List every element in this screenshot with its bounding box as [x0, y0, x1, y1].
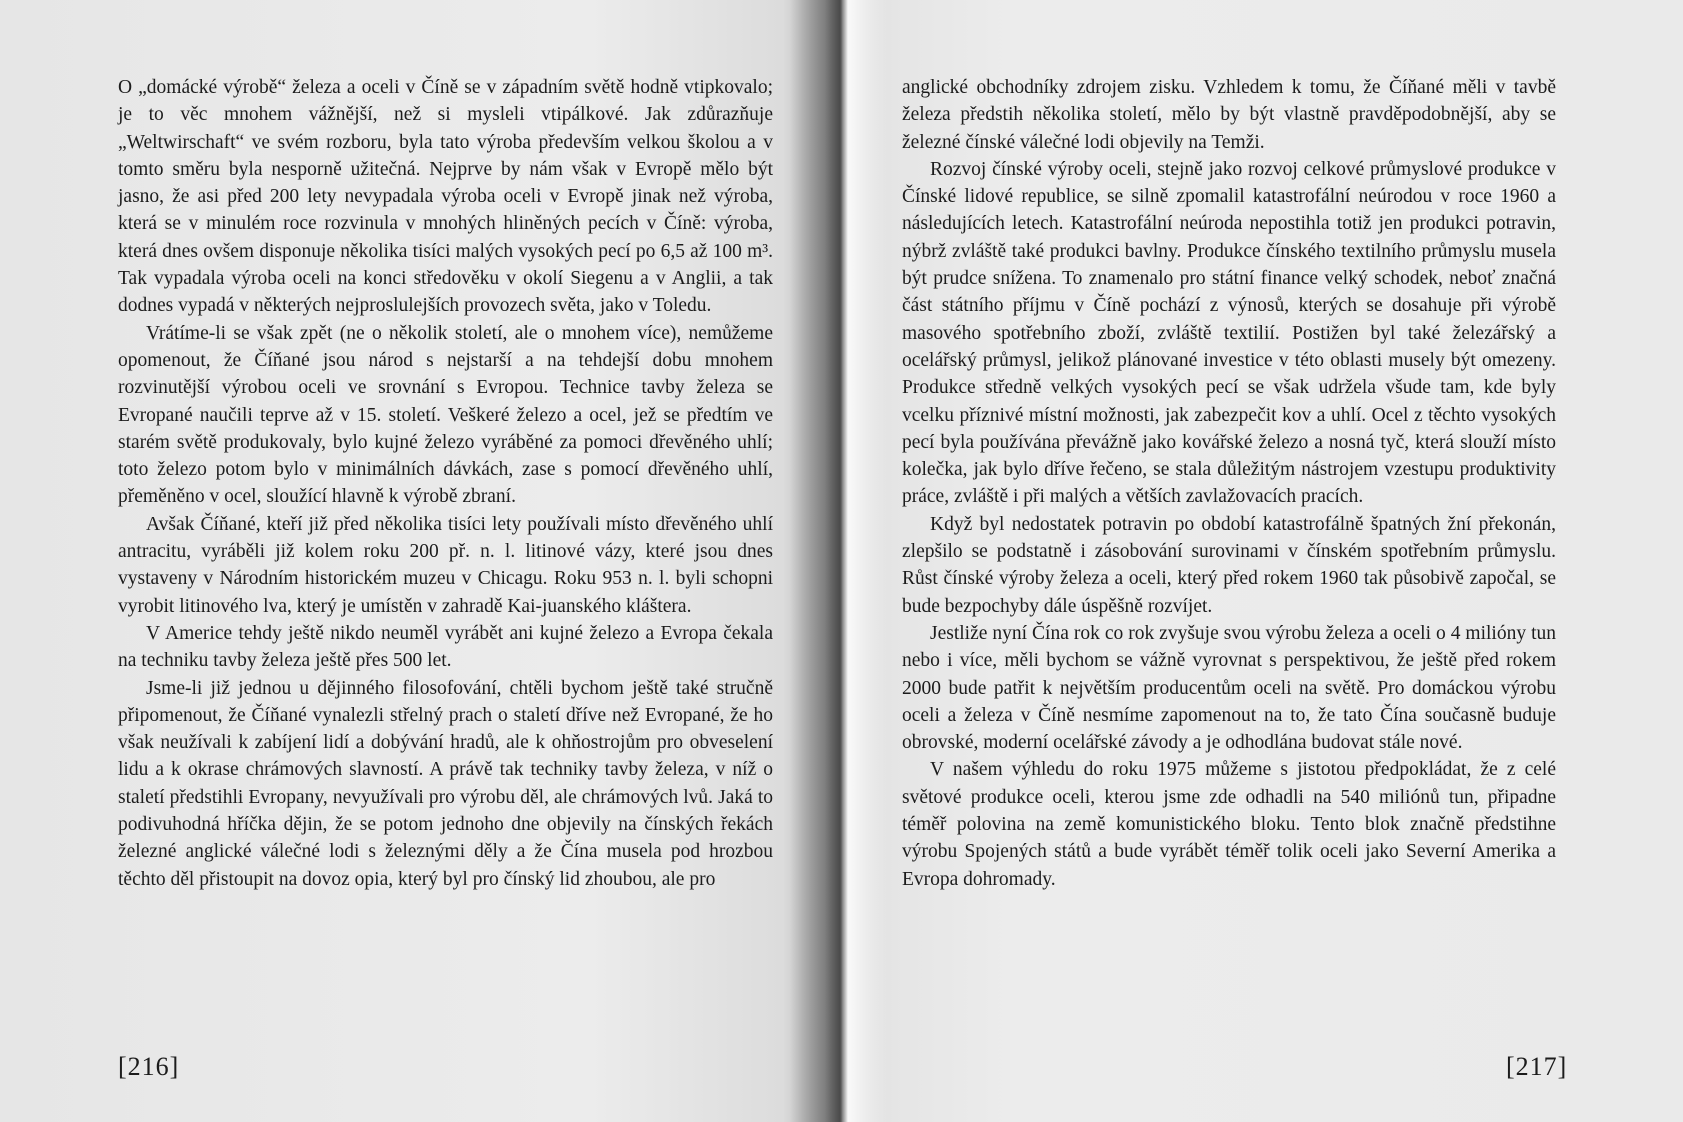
page-number-right: [217]: [1506, 1052, 1568, 1081]
paragraph: O „domácké výrobě“ železa a oceli v Číně se v západním světě hodně vtipkovalo; je to věc mnohem vážnější, než si mysleli vtipálkové. Jak zdůrazňuje „Weltwirschaft“ ve svém rozboru, byla tato výroba především velkou školou a v tomto směru byla nesporně užitečná. Nejprve by nám však v Evropě mělo být jasno, že asi před 200 lety nevypadala výroba oceli v Evropě jinak než výroba, která se v minulém roce rozvinula v mnohých hliněných pecích v Číně: výroba, která dnes ovšem disponuje několika tisíci malých vysokých pecí po 6,5 až 100 m³. Tak vypadala výroba oceli na konci středověku v okolí Siegenu a v Anglii, a tak dodnes vypadá v některých nejproslulejších provozech světa, jako v Toledu.: [118, 77, 773, 317]
left-page-text: [118, 74, 773, 893]
paragraph: anglické obchodníky zdrojem zisku. Vzhledem k tomu, že Číňané měli v tavbě železa předstih několika století, mělo by být vlastně pravděpodobnější, aby se železné čínské válečné lodi objevily na Temži.: [902, 77, 1556, 153]
paragraph: V našem výhledu do roku 1975 můžeme s jistotou předpokládat, že z celé světové produkce oceli, kterou jsme zde odhadli na 540 miliónů tun, připadne téměř polovina na země komunistického bloku. Tento blok značně předstihne výrobu Spojených států a bude vyrábět téměř tolik oceli jako Severní Amerika a Evropa dohromady.: [902, 759, 1556, 890]
paragraph: Vrátíme-li se však zpět (ne o několik století, ale o mnohem více), nemůžeme opomenout, že Číňané jsou národ s nejstarší a na tehdejší dobu mnohem rozvinutější výrobou oceli ve srovnání s Evropou. Technice tavby železa se Evropané naučili teprve až v 15. století. Veškeré železo a ocel, jež se předtím ve starém světě produkovaly, bylo kujné železo vyráběné za pomoci dřevěného uhlí; toto železo potom bylo v minimálních dávkách, zase s pomocí dřevěného uhlí, přeměněno v ocel, sloužící hlavně k výrobě zbraní.: [118, 322, 773, 508]
page-number-left: [216]: [118, 1052, 180, 1081]
paragraph: Když byl nedostatek potravin po období katastrofálně špatných žní překonán, zlepšilo se podstatně i zásobování surovinami v čínském spotřebním průmyslu. Růst čínské výroby železa a oceli, který před rokem 1960 tak působivě započal, se bude bezpochyby dále úspěšně rozvíjet.: [902, 513, 1556, 617]
paragraph: Rozvoj čínské výroby oceli, stejně jako rozvoj celkové průmyslové produkce v Čínské lidové republice, se silně zpomalil katastrofální neúrodou v roce 1960 a následujících letech. Katastrofální neúroda nepostihla totiž jen produkci potravin, nýbrž zvláště také produkci bavlny. Produkce čínského textilního průmyslu musela být prudce snížena. To znamenalo pro státní finance velký schodek, neboť značná část státního příjmu v Číně pochází z výnosů, kterých se dosahuje při výrobě masového spotřebního zboží, zvláště textilií. Postižen byl také železářský a ocelářský průmysl, jelikož plánované investice v této oblasti musely být omezeny. Produkce středně velkých vysokých pecí se však udržela všude tam, kde byly vcelku příznivé místní možnosti, jak zabezpečit kov a uhlí. Ocel z těchto vysokých pecí byla používána převážně jako kovářské železo a nosná tyč, která slouží místo kolečka, jak bylo dříve řečeno, se stala důležitým nástrojem vzestupu produktivity práce, zvláště i při malých a větších zavlažovacích pracích.: [902, 158, 1556, 508]
paragraph: Jestliže nyní Čína rok co rok zvyšuje svou výrobu železa a oceli o 4 milióny tun nebo i více, měli bychom se vážně vyrovnat s perspektivou, že ještě před rokem 2000 bude patřit k největším producentům oceli na světě. Pro domáckou výrobu oceli a železa v Číně nesmíme zapomenout na to, že tato Čína současně buduje obrovské, moderní ocelářské závody a je odhodlána budovat stále nové.: [902, 622, 1556, 754]
paragraph: V Americe tehdy ještě nikdo neuměl vyrábět ani kujné železo a Evropa čekala na techniku tavby železa ještě přes 500 let.: [118, 622, 773, 672]
right-page: [842, 0, 1683, 1122]
right-page-text: [902, 74, 1556, 893]
paragraph: Avšak Číňané, kteří již před několika tisíci lety používali místo dřevěného uhlí antracitu, vyráběli již kolem roku 200 př. n. l. litinové vázy, které jsou dnes vystaveny v Národním historickém muzeu v Chicagu. Roku 953 n. l. byli schopni vyrobit litinového lva, který je umístěn v zahradě Kai-juanského kláštera.: [118, 513, 773, 617]
paragraph: Jsme-li již jednou u dějinného filosofování, chtěli bychom ještě také stručně připomenout, že Číňané vynalezli střelný prach o staletí dříve než Evropané, že ho však neužívali k zabíjení lidí a dobývání hradů, ale k ohňostrojům pro obveselení lidu a k okrase chrámových slavností. A právě tak techniky tavby železa, v níž o staletí předstihli Evropany, nevyužívali pro výrobu děl, ale chrámových lvů. Jaká to podivuhodná hříčka dějin, že se potom jednoho dne objevily na čínských řekách železné anglické válečné lodi s železnými děly a že Čína musela pod hrozbou těchto děl přistoupit na dovoz opia, který byl pro čínský lid zhoubou, ale pro: [118, 677, 773, 890]
